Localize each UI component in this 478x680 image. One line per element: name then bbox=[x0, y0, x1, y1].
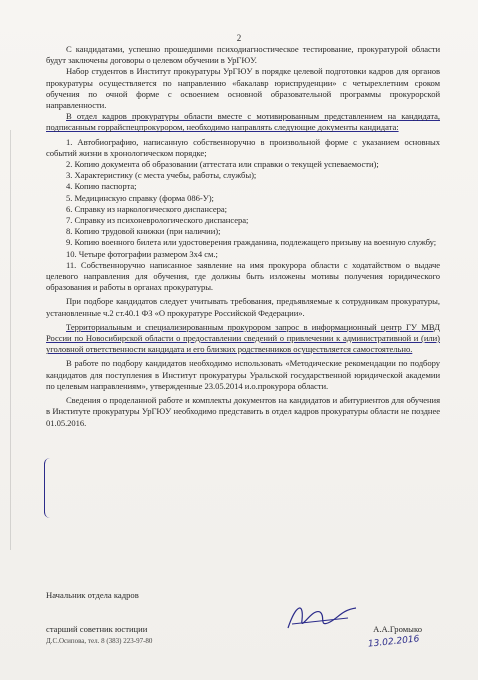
list-item: 5. Медицинскую справку (форма 086-У); bbox=[66, 192, 214, 203]
list-item: 8. Копию трудовой книжки (при наличии); bbox=[66, 226, 221, 237]
paragraph-documents-intro: В отдел кадров прокуратуры области вместе с мотивированным представлением на кандидата, подписанным горрайспецпрокурором, необходимо направлять следующие документы кандидата: bbox=[46, 111, 440, 133]
paragraph-requirements: При подборе кандидатов следует учитывать требования, предъявляемые к сотрудникам прокуратуры, установленные ч.2 ст.40.1 ФЗ «О прокуратуре Российской Федерации». bbox=[46, 296, 440, 318]
list-item: 7. Справку из психоневрологического диспансера; bbox=[66, 215, 249, 226]
list-item: 3. Характеристику (с места учебы, работы, службы); bbox=[66, 170, 257, 181]
list-item: 4. Копию паспорта; bbox=[66, 181, 137, 192]
documents-list bbox=[46, 137, 440, 294]
list-item: 11. Собственноручно написанное заявление на имя прокурора области с ходатайством о выдаче целевого направления для обучения, где должны быть изложены мотивы получения юридического образования и работы в органах прокуратуры. bbox=[46, 259, 440, 293]
paragraph-deadline: Сведения о проделанной работе и комплекты документов на кандидатов и абитуриентов для обучения в Институте прокуратуры УрГЮУ необходимо представить в отдел кадров прокуратуры области не позднее 01.05.2016. bbox=[46, 395, 440, 428]
handwritten-bracket bbox=[44, 458, 55, 518]
signer-rank: старший советник юстиции bbox=[46, 624, 148, 634]
list-item: 9. Копию военного билета или удостоверения гражданина, подлежащего призыву на военную службу; bbox=[66, 237, 437, 248]
page-number: 2 bbox=[236, 33, 242, 43]
paragraph-mvd-request: Территориальным и специализированным прокурором запрос в информационный центр ГУ МВД России по Новосибирской области о предоставлении сведений о привлечении к административной и (или) уголовной ответственности кандидата и его близких родственников осуществляется самостоятельно. bbox=[46, 321, 440, 355]
document-body bbox=[46, 44, 440, 429]
scan-margin-shadow bbox=[10, 130, 15, 550]
executor-info: Д.С.Осипова, тел. 8 (383) 223-97-80 bbox=[46, 637, 153, 645]
paragraph-methodical-recommendations: В работе по подбору кандидатов необходимо использовать «Методические рекомендации по подбору кандидатов для поступления в Институт прокуратуры Уральской государственной юридической академии по целевым направлениям», утвержденные 23.05.2014 и.о.прокурора области. bbox=[46, 358, 440, 391]
paragraph-enrollment: Набор студентов в Институт прокуратуры УрГЮУ в порядке целевой подготовки кадров для органов прокуратуры осуществляется по направлению «бакалавр юриспруденции» с четырехлетним сроком обучения по очной форме с освоением основной образовательной программы прокурорской направленности. bbox=[46, 66, 440, 111]
handwritten-date: 13.02.2016 bbox=[367, 634, 420, 650]
signer-position: Начальник отдела кадров bbox=[46, 590, 139, 600]
handwritten-signature bbox=[282, 598, 362, 638]
paragraph-contracts: С кандидатами, успешно прошедшими психодиагностическое тестирование, прокуратурой области будут заключены договоры о целевом обучении в УрГЮУ. bbox=[46, 44, 440, 66]
list-item: 10. Четыре фотографии размером 3х4 см.; bbox=[66, 248, 218, 259]
list-item: 1. Автобиографию, написанную собственноручно в произвольной форме с указанием основных событий жизни в хронологическом порядке; bbox=[46, 136, 440, 158]
list-item: 2. Копию документа об образовании (аттестата или справки о текущей успеваемости); bbox=[66, 159, 379, 170]
list-item: 6. Справку из наркологического диспансера; bbox=[66, 203, 227, 214]
signer-name: А.А.Громыко bbox=[373, 624, 422, 634]
